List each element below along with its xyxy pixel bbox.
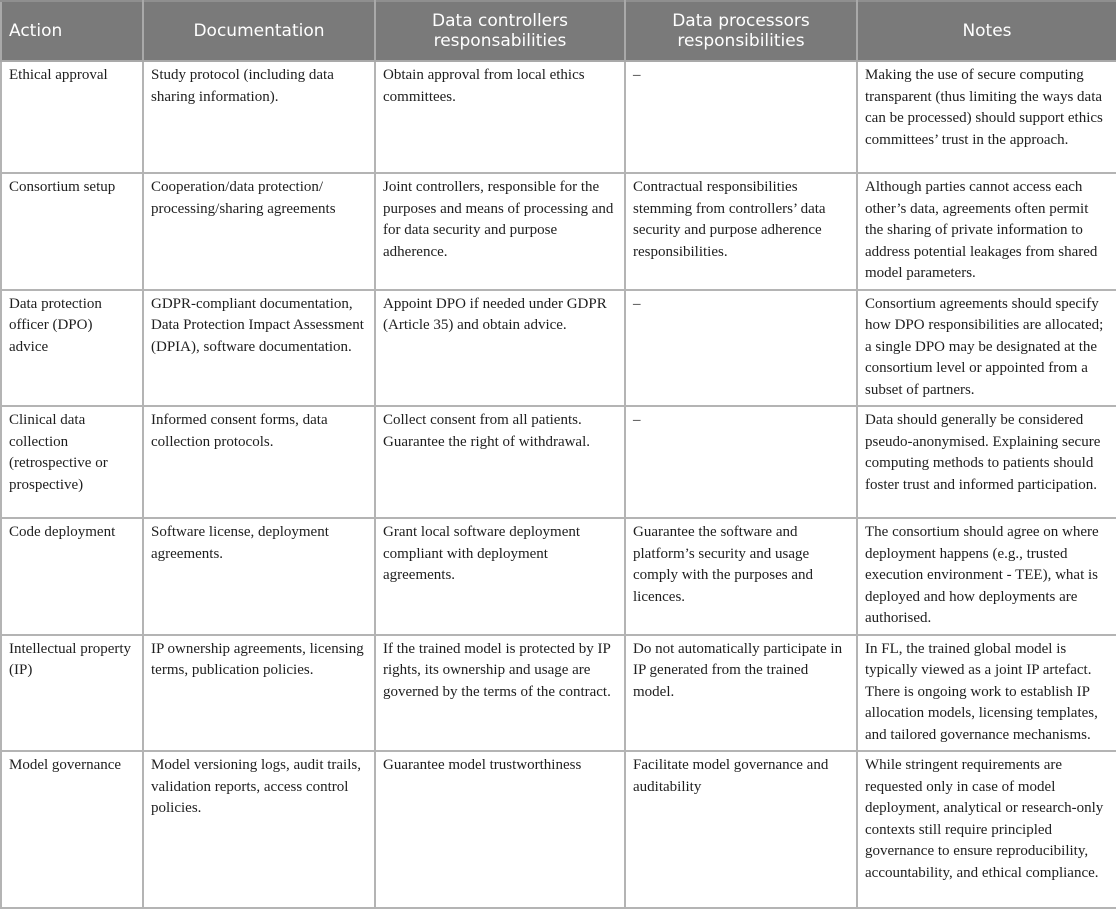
table-row	[1, 518, 1116, 635]
cell-documentation: Model versioning logs, audit trails, validation reports, access control policies.	[143, 751, 375, 908]
cell-documentation: Informed consent forms, data collection protocols.	[143, 406, 375, 518]
table-body	[1, 61, 1116, 908]
cell-action: Ethical approval	[1, 61, 143, 173]
header-action: Action	[1, 1, 143, 61]
cell-action: Consortium setup	[1, 173, 143, 290]
table-row	[1, 61, 1116, 173]
cell-notes: Although parties cannot access each other’s data, agreements often permit the sharing of private information to address potential leakages from shared model parameters.	[857, 173, 1116, 290]
cell-documentation: IP ownership agreements, licensing terms, publication policies.	[143, 635, 375, 752]
table-header	[1, 1, 1116, 61]
cell-controllers: Collect consent from all patients. Guarantee the right of withdrawal.	[375, 406, 625, 518]
cell-notes: In FL, the trained global model is typically viewed as a joint IP artefact. There is ongoing work to establish IP allocation models, licensing templates, and tailored governance mechanisms.	[857, 635, 1116, 752]
cell-documentation: Software license, deployment agreements.	[143, 518, 375, 635]
cell-processors: –	[625, 290, 857, 407]
cell-action: Model governance	[1, 751, 143, 908]
table-row	[1, 406, 1116, 518]
table-row	[1, 290, 1116, 407]
cell-documentation: GDPR-compliant documentation, Data Protection Impact Assessment (DPIA), software documentation.	[143, 290, 375, 407]
header-row	[1, 1, 1116, 61]
cell-controllers: Appoint DPO if needed under GDPR (Article 35) and obtain advice.	[375, 290, 625, 407]
table-row	[1, 751, 1116, 908]
cell-controllers: If the trained model is protected by IP rights, its ownership and usage are governed by the terms of the contract.	[375, 635, 625, 752]
cell-processors: Guarantee the software and platform’s security and usage comply with the purposes and licences.	[625, 518, 857, 635]
cell-notes: The consortium should agree on where deployment happens (e.g., trusted execution environment - TEE), what is deployed and how deployments are authorised.	[857, 518, 1116, 635]
cell-documentation: Cooperation/data protection/ processing/sharing agreements	[143, 173, 375, 290]
cell-processors: –	[625, 61, 857, 173]
header-processors: Data processors responsibilities	[625, 1, 857, 61]
cell-processors: Contractual responsibilities stemming from controllers’ data security and purpose adherence responsibilities.	[625, 173, 857, 290]
cell-controllers: Obtain approval from local ethics committees.	[375, 61, 625, 173]
cell-controllers: Guarantee model trustworthiness	[375, 751, 625, 908]
table-row	[1, 635, 1116, 752]
cell-action: Clinical data collection (retrospective or prospective)	[1, 406, 143, 518]
cell-action: Intellectual property (IP)	[1, 635, 143, 752]
header-documentation: Documentation	[143, 1, 375, 61]
cell-documentation: Study protocol (including data sharing information).	[143, 61, 375, 173]
cell-notes: Consortium agreements should specify how DPO responsibilities are allocated; a single DPO may be designated at the consortium level or appointed from a subset of partners.	[857, 290, 1116, 407]
cell-notes: Making the use of secure computing transparent (thus limiting the ways data can be processed) should support ethics committees’ trust in the approach.	[857, 61, 1116, 173]
cell-notes: Data should generally be considered pseudo-anonymised. Explaining secure computing methods to patients should foster trust and informed participation.	[857, 406, 1116, 518]
header-notes: Notes	[857, 1, 1116, 61]
cell-action: Data protection officer (DPO) advice	[1, 290, 143, 407]
header-controllers: Data controllers responsabilities	[375, 1, 625, 61]
cell-controllers: Grant local software deployment compliant with deployment agreements.	[375, 518, 625, 635]
cell-processors: –	[625, 406, 857, 518]
cell-processors: Facilitate model governance and auditability	[625, 751, 857, 908]
table-row	[1, 173, 1116, 290]
cell-notes: While stringent requirements are requested only in case of model deployment, analytical or research-only contexts still require principled governance to ensure reproducibility, accountability, and ethical compliance.	[857, 751, 1116, 908]
cell-controllers: Joint controllers, responsible for the purposes and means of processing and for data security and purpose adherence.	[375, 173, 625, 290]
cell-action: Code deployment	[1, 518, 143, 635]
cell-processors: Do not automatically participate in IP generated from the trained model.	[625, 635, 857, 752]
